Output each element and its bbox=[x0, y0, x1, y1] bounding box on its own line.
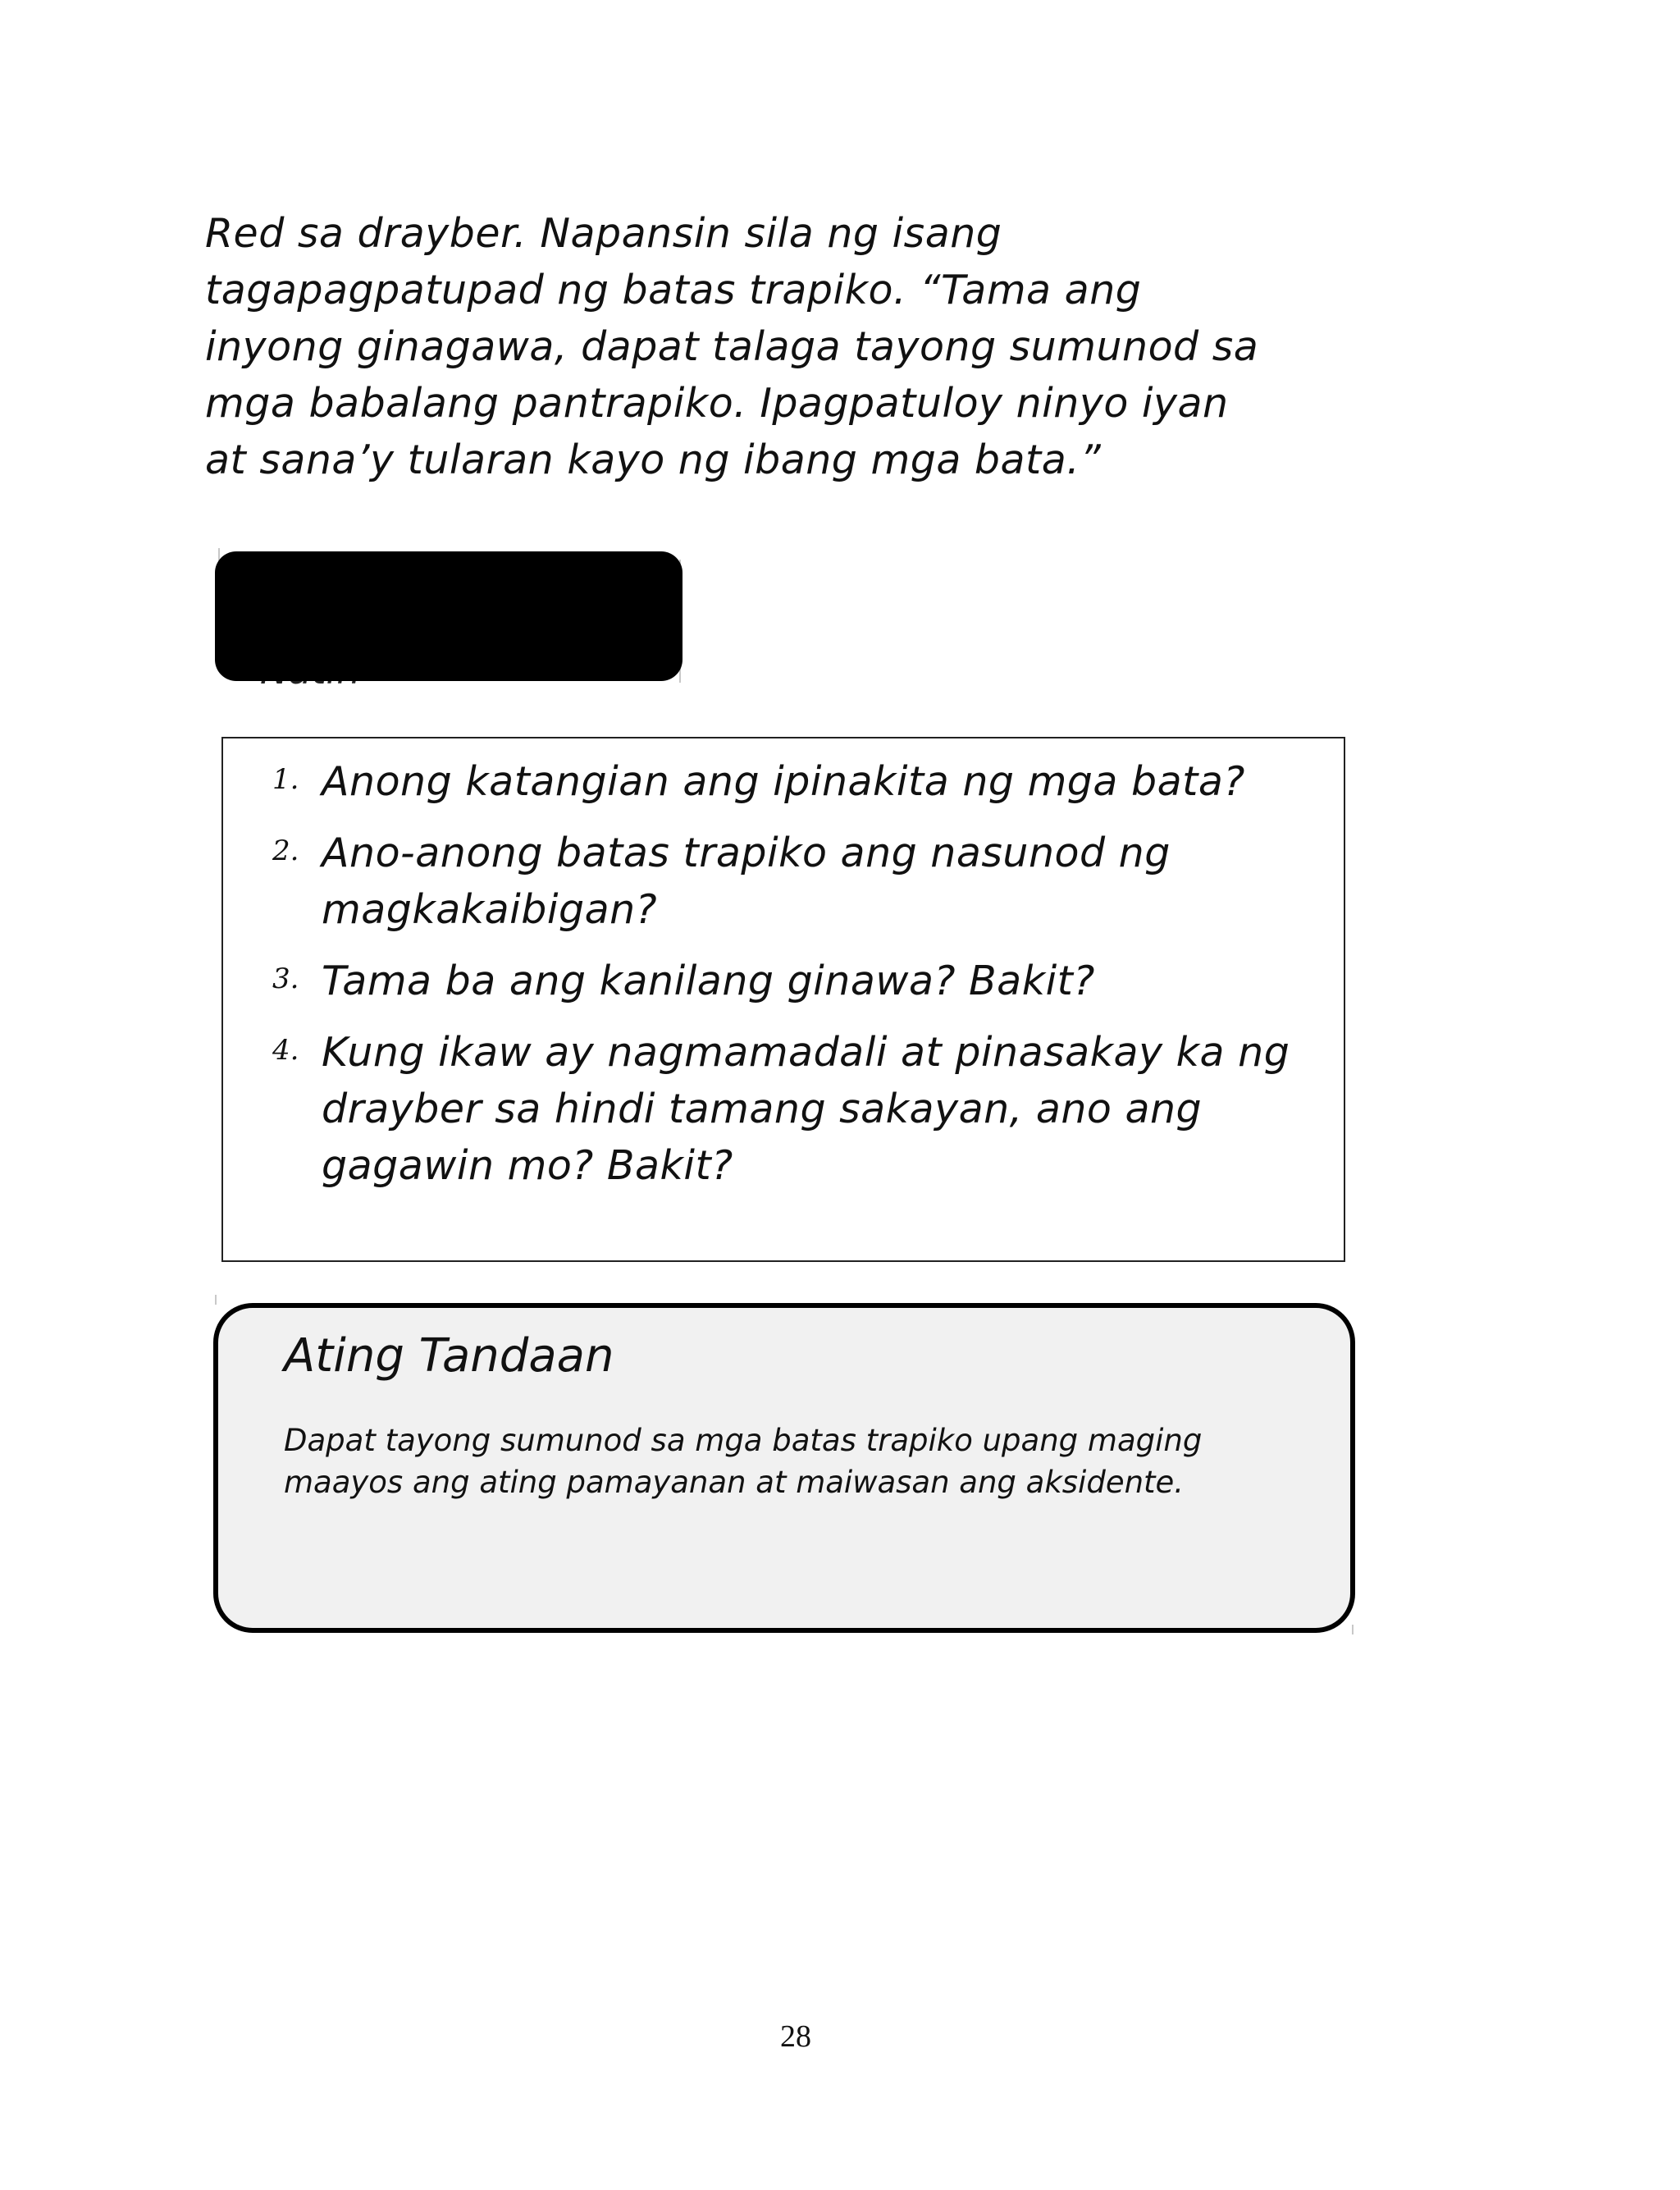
question-item bbox=[223, 825, 1344, 938]
redacted-section-heading bbox=[215, 551, 682, 683]
story-line: at sana’y tularan kayo ng ibang mga bata.” bbox=[205, 437, 1102, 483]
question-item bbox=[223, 1024, 1344, 1194]
question-item bbox=[223, 953, 1344, 1009]
remember-title: Ating Tandaan bbox=[284, 1329, 614, 1383]
story-line: inyong ginagawa, dapat talaga tayong sumunod sa bbox=[205, 323, 1259, 370]
story-line: tagapagpatupad ng batas trapiko. “Tama ang bbox=[205, 267, 1142, 313]
question-text: Ano-anong batas trapiko ang nasunod ng magkakaibigan? bbox=[322, 830, 1171, 933]
questions-list bbox=[223, 738, 1344, 1194]
redaction-block bbox=[215, 551, 682, 681]
question-number: 2. bbox=[272, 834, 299, 867]
remember-body: Dapat tayong sumunod sa mga batas trapiko upang maging maayos ang ating pamayanan at maiwasan ang aksidente. bbox=[284, 1423, 1203, 1500]
question-number: 3. bbox=[272, 962, 299, 995]
story-line: Red sa drayber. Napansin sila ng isang bbox=[205, 210, 1002, 257]
question-text: Anong katangian ang ipinakita ng mga bata? bbox=[322, 758, 1245, 805]
frame-edge-mark bbox=[215, 1295, 217, 1305]
story-paragraph bbox=[205, 205, 1436, 488]
question-item bbox=[223, 753, 1344, 810]
question-text: Tama ba ang kanilang ginawa? Bakit? bbox=[322, 958, 1095, 1004]
question-text: Kung ikaw ay nagmamadali at pinasakay ka ng drayber sa hindi tamang sakayan, ano ang gagawin mo? Bakit? bbox=[322, 1029, 1290, 1189]
page-number: 28 bbox=[780, 2019, 811, 2054]
question-number: 1. bbox=[272, 763, 299, 796]
frame-edge-mark bbox=[1352, 1625, 1354, 1634]
story-line: mga babalang pantrapiko. Ipagpatuloy ninyo iyan bbox=[205, 380, 1229, 427]
questions-box bbox=[221, 737, 1345, 1262]
question-number: 4. bbox=[272, 1034, 299, 1067]
remember-box bbox=[213, 1303, 1355, 1633]
